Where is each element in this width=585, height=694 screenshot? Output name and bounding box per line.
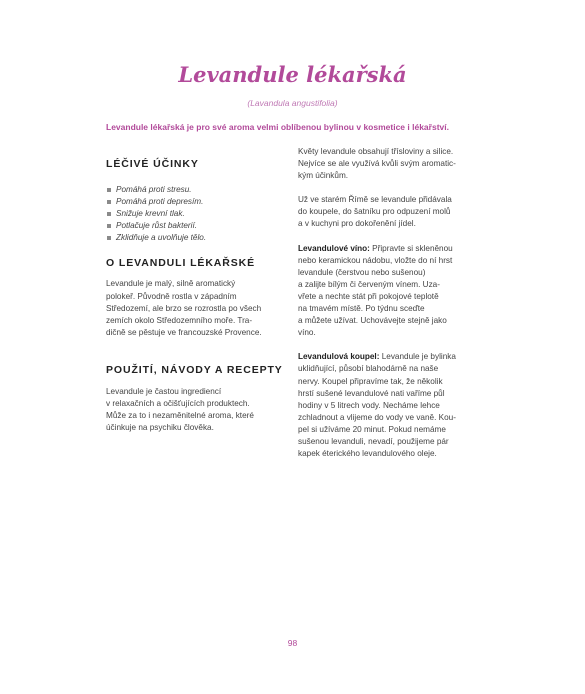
paragraph-flowers: Květy levandule obsahují třísloviny a silice. Nejvíce se ale využívá kvůli svým aromatic- kým účinkům. — [298, 147, 456, 181]
page-title: Levandule lékařská — [178, 62, 407, 87]
recipe-wine-label: Levandulové víno: — [298, 243, 370, 253]
list-item: Zklidňuje a uvolňuje tělo. — [106, 232, 286, 244]
effects-heading: LÉČIVÉ ÚČINKY — [106, 158, 199, 170]
usage-text: Levandule je častou ingrediencí v relaxačních a očišťujících produktech. Může za to i nezaměnitelné aroma, které účinkuje na psychiku člověka. — [106, 386, 254, 433]
page-number: 98 — [287, 638, 298, 648]
effects-list — [106, 184, 286, 244]
about-heading: O LEVANDULI LÉKAŘSKÉ — [106, 257, 256, 270]
about-text: Levandule je malý, silně aromatický polokeř. Původně rostla v západním Středozemí, ale brzo se rozrostla po všech zemích okolo Středozemního moře. Tra- dičně se pěstuje ve francouzské Provence. — [106, 279, 262, 337]
right-column — [298, 146, 480, 460]
latin-name: (Lavandula angustifolia) — [247, 98, 338, 108]
intro-text: Levandule lékařská je pro své aroma velmi oblíbenou bylinou v kosmetice i lékařství. — [106, 122, 449, 132]
usage-heading: POUŽITÍ, NÁVODY A RECEPTY — [106, 363, 283, 376]
recipe-bath-label: Levandulová koupel: — [298, 352, 380, 362]
list-item: Snižuje krevní tlak. — [106, 208, 286, 220]
recipe-wine: Levandulové víno: Připravte si skleněnou nebo keramickou nádobu, vložte do ní hrst levandule (čerstvou nebo sušenou) a zalijte bílým či červeným vínem. Uza- vřete a nechte stát při pokojové teplotě na tmavém místě. Po týdnu sceďte a můžete užívat. Uchovávejte stejně jako víno. — [298, 243, 453, 338]
list-item: Potlačuje růst bakterií. — [106, 220, 286, 232]
left-column — [106, 157, 286, 434]
paragraph-rome: Už ve starém Římě se levandule přidávala do koupele, do šatníku pro odpuzení molů a v kuchyni pro dokořenění jídel. — [298, 195, 452, 229]
list-item: Pomáhá proti depresím. — [106, 196, 286, 208]
recipe-bath: Levandulová koupel: Levandule je bylinka uklidňující, působí blahodárně na naše nervy. Koupel připravíme tak, že několik hrstí sušené levandulové nati vaříme půl hodiny v 5 litrech vody. Necháme lehce zchladnout a vlijeme do vody ve vaně. Kou- pel si užíváme 20 minut. Pokud nemáme sušenou levanduli, nevadí, použijeme pár kapek éterického levandulového oleje. — [298, 352, 456, 459]
list-item: Pomáhá proti stresu. — [106, 184, 286, 196]
